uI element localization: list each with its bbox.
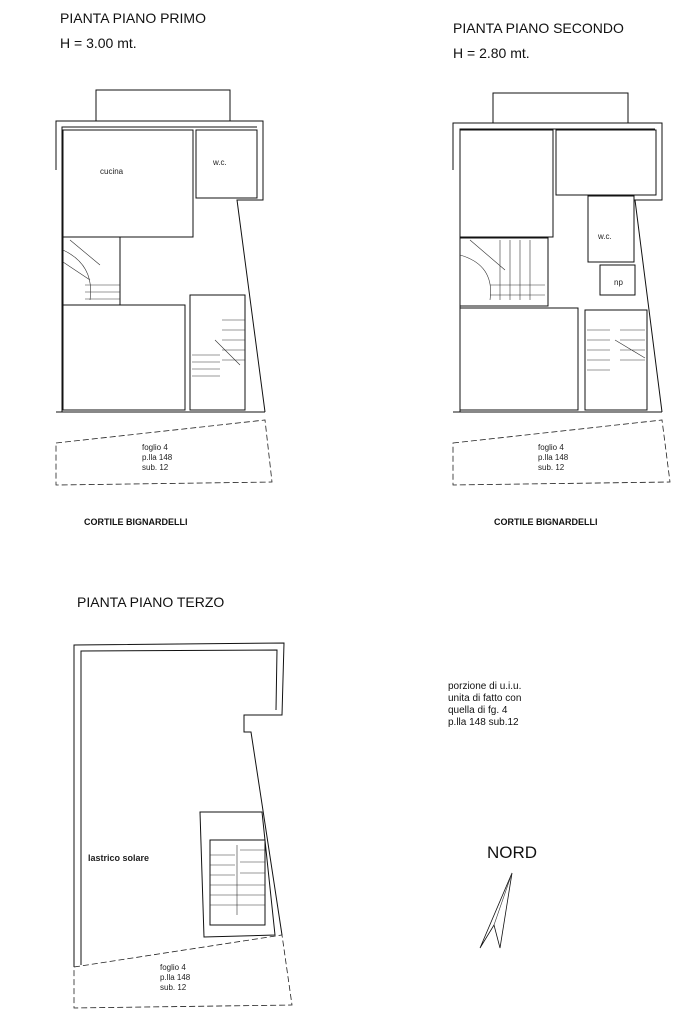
parcel-sub: sub. 12	[160, 983, 187, 992]
plan-height-secondo: H = 2.80 mt.	[453, 45, 530, 61]
courtyard-label: CORTILE BIGNARDELLI	[84, 517, 188, 527]
parcel-foglio: foglio 4	[142, 443, 168, 452]
note-line: p.lla 148 sub.12	[448, 717, 519, 728]
plan-title-secondo: PIANTA PIANO SECONDO	[453, 20, 624, 36]
parcel-plla: p.lla 148	[160, 973, 191, 982]
plan-height-primo: H = 3.00 mt.	[60, 35, 137, 51]
balcony	[493, 93, 628, 123]
plan-terzo	[74, 643, 292, 1008]
inner-wall	[81, 650, 277, 965]
stairwell	[190, 295, 245, 410]
parcel-label	[142, 443, 172, 473]
stair-steps	[192, 320, 245, 376]
north-arrow-icon	[480, 873, 512, 948]
stair	[210, 840, 265, 925]
room-label-wc: w.c.	[213, 158, 227, 167]
room-wc	[588, 196, 634, 262]
unit-note	[448, 681, 521, 729]
outer-wall	[453, 123, 662, 412]
stair-steps	[587, 330, 645, 370]
spiral-stair	[63, 237, 120, 305]
stair-steps	[210, 845, 265, 915]
outer-wall	[74, 643, 284, 967]
parcel-plla: p.lla 148	[538, 453, 569, 462]
inner-wall	[460, 129, 655, 412]
room-lower	[63, 305, 185, 410]
parcel-plla: p.lla 148	[142, 453, 173, 462]
stair	[460, 238, 548, 306]
plan-secondo	[453, 93, 670, 485]
balcony	[96, 90, 230, 121]
room-cucina	[63, 130, 193, 237]
parcel-label	[160, 963, 190, 993]
note-line: unita di fatto con	[448, 693, 522, 704]
courtyard-label: CORTILE BIGNARDELLI	[494, 517, 598, 527]
room-left	[460, 130, 553, 237]
room-lower	[460, 308, 578, 410]
plan-title-terzo: PIANTA PIANO TERZO	[77, 594, 225, 610]
note-line: quella di fg. 4	[448, 705, 508, 716]
parcel-label	[538, 443, 568, 473]
outer-wall	[56, 121, 265, 412]
parcel-foglio: foglio 4	[538, 443, 564, 452]
inner-wall	[62, 127, 257, 412]
north-label: NORD	[487, 843, 538, 862]
stairwell	[200, 812, 275, 937]
parcel-sub: sub. 12	[538, 463, 565, 472]
parcel-foglio: foglio 4	[160, 963, 186, 972]
stair-steps	[460, 240, 545, 300]
room-label-cucina: cucina	[100, 167, 124, 176]
room-label-wc: w.c.	[598, 232, 612, 241]
room-right	[556, 130, 656, 195]
plan-title-primo: PIANTA PIANO PRIMO	[60, 10, 206, 26]
note-line: porzione di u.i.u.	[448, 681, 522, 692]
stair-steps	[63, 240, 120, 300]
parcel-sub: sub. 12	[142, 463, 169, 472]
plan-primo	[56, 90, 272, 485]
room-label-np: np	[614, 278, 623, 287]
room-label-lastrico: lastrico solare	[88, 853, 150, 863]
